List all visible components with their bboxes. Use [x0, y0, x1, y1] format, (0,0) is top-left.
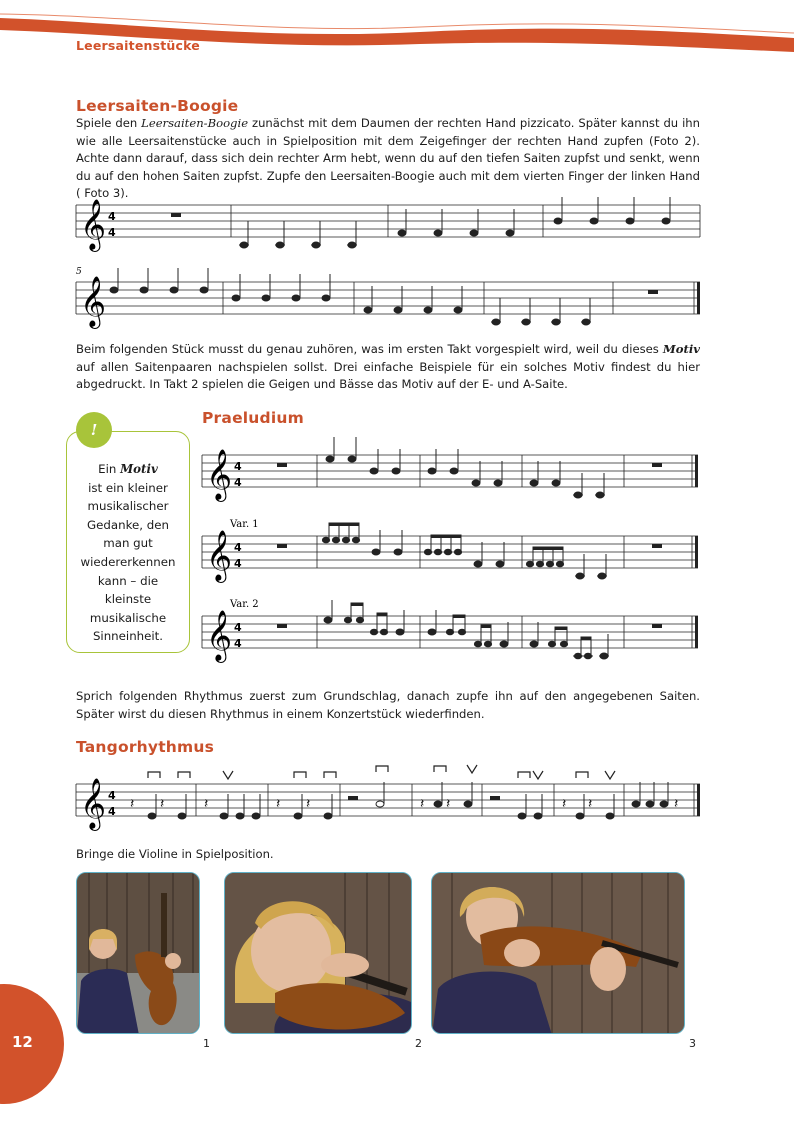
svg-text:𝄽: 𝄽 [420, 796, 425, 812]
svg-text:4: 4 [234, 460, 242, 473]
svg-text:𝄞: 𝄞 [206, 449, 233, 500]
boogie-staff-1 [76, 195, 702, 255]
praeludium-title: Praeludium [202, 409, 304, 427]
svg-text:4: 4 [108, 805, 116, 818]
svg-text:4: 4 [108, 210, 116, 223]
svg-text:4: 4 [234, 637, 242, 650]
motiv-intro: Beim folgenden Stück musst du genau zuhören, was im ersten Takt vorgespielt wird, weil du dieses Motiv auf allen Saitenpaaren nachspielen sollst. Drei einfache Beispiele für ein solches Motiv findest du hier abgedruckt. In Takt 2 spielen die Geigen und Bässe das Motiv auf der E- und A-Saite. [76, 342, 700, 392]
svg-text:4: 4 [108, 789, 116, 802]
svg-text:𝄽: 𝄽 [446, 796, 451, 812]
svg-text:4: 4 [234, 476, 242, 489]
treble-clef-icon: 𝄞 [80, 199, 107, 250]
svg-text:𝄽: 𝄽 [204, 796, 209, 812]
photo-3 [431, 872, 685, 1034]
svg-text:𝄽: 𝄽 [130, 796, 135, 812]
measure-number: 5 [76, 267, 82, 277]
section-label: Leersaitenstücke [76, 38, 200, 53]
rhythm-intro: Sprich folgenden Rhythmus zuerst zum Grundschlag, danach zupfe ihn auf den angegebenen Saiten. Später wirst du diesen Rhythmus in einem Konzertstück wiederfinden. [76, 689, 700, 721]
photo-2-number: 2 [415, 1037, 422, 1050]
whole-rest-icon [171, 213, 181, 217]
photo-1 [76, 872, 200, 1034]
photo-2 [224, 872, 412, 1034]
boogie-intro: Spiele den Leersaiten-Boogie zunächst mit dem Daumen der rechten Hand pizzicato. Später kannst du ihn wie alle Leersaitenstücke auch in Spielposition mit dem Zeigefinger der rechten Hand zupfen (Foto 2). Achte dann darauf, dass sich dein rechter Arm hebt, wenn du auf den tiefen Saiten zupfst und senkt, wenn du auf den hohen Saiten zupfst. Zupfe den Leersaiten-Boogie auch mit dem vierten Finger der linken Hand ( Foto 3). [76, 116, 700, 201]
svg-text:𝄽: 𝄽 [276, 796, 281, 812]
praeludium-staff [202, 445, 702, 505]
photo-3-number: 3 [689, 1037, 696, 1050]
svg-text:4: 4 [234, 557, 242, 570]
photo-caption: Bringe die Violine in Spielposition. [76, 847, 274, 861]
praeludium-var2-staff [202, 598, 702, 664]
svg-text:𝄞: 𝄞 [206, 610, 233, 661]
info-badge-icon: ! [76, 412, 112, 448]
svg-text:4: 4 [108, 226, 116, 239]
svg-text:𝄽: 𝄽 [562, 796, 567, 812]
svg-text:𝄞: 𝄞 [80, 276, 107, 327]
info-box-text: Ein Motiv ist ein kleiner musikalischer Gedanke, den man gut wiedererkennen kann – die kleinste musikalische Sinneinheit. [80, 462, 176, 644]
boogie-staff-2 [76, 268, 702, 328]
svg-text:𝄽: 𝄽 [160, 796, 165, 812]
svg-text:4: 4 [234, 541, 242, 554]
photo-1-number: 1 [203, 1037, 210, 1050]
svg-text:4: 4 [234, 621, 242, 634]
var1-label: Var. 1 [230, 519, 259, 530]
svg-text:𝄞: 𝄞 [206, 530, 233, 581]
praeludium-var1-staff [202, 518, 702, 584]
tango-title: Tangorhythmus [76, 738, 215, 756]
svg-text:𝄽: 𝄽 [306, 796, 311, 812]
tango-staff [76, 768, 702, 832]
svg-text:𝄽: 𝄽 [588, 796, 593, 812]
var2-label: Var. 2 [230, 599, 259, 610]
svg-text:𝄞: 𝄞 [80, 778, 107, 829]
svg-text:𝄽: 𝄽 [674, 796, 679, 812]
page-number: 12 [12, 1033, 33, 1051]
boogie-title: Leersaiten-Boogie [76, 97, 239, 115]
